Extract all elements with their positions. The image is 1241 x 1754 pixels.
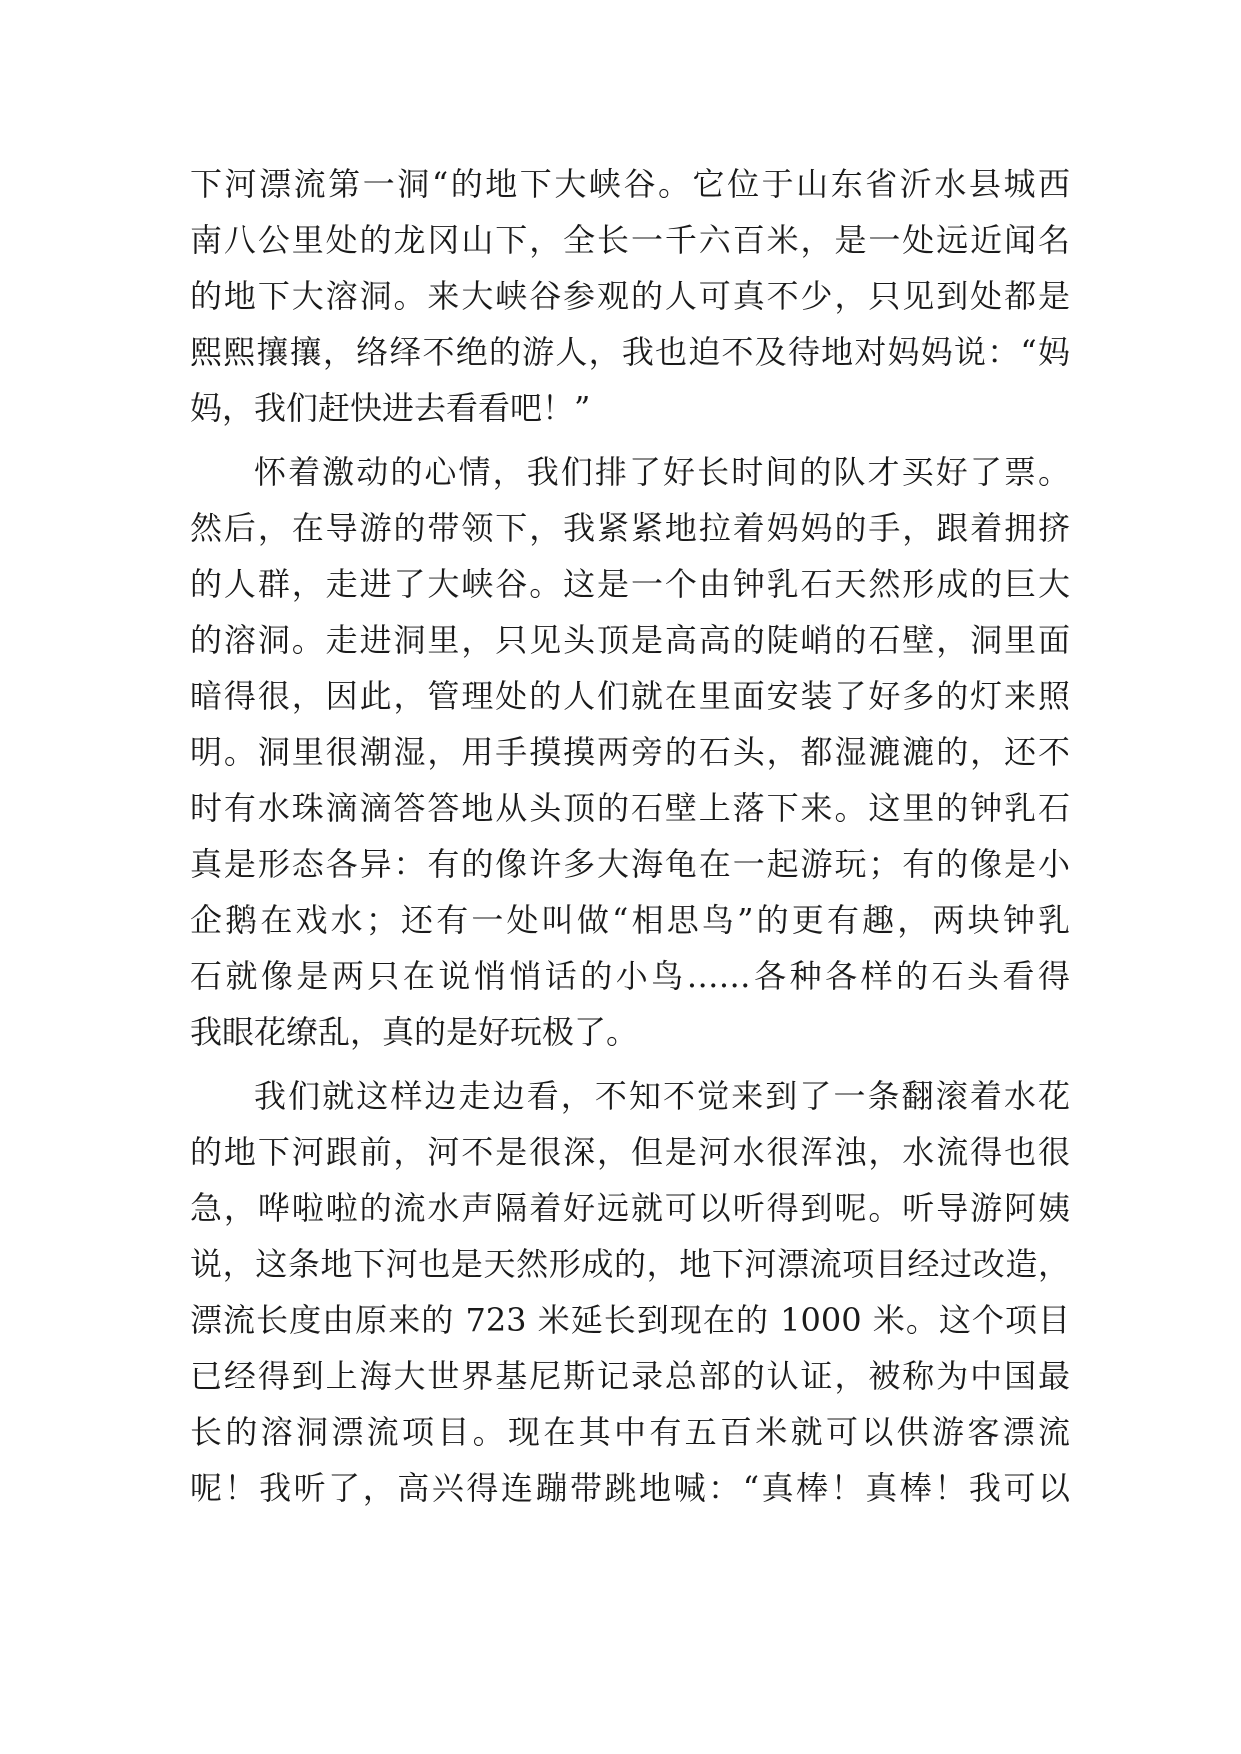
- paragraph: [190, 444, 1070, 1060]
- paragraph-gap: [190, 436, 1070, 444]
- paragraph-gap: [190, 1060, 1070, 1068]
- text-line: 石就像是两只在说悄悄话的小鸟……各种各样的石头看得: [190, 957, 1070, 995]
- text-line: 长的溶洞漂流项目。现在其中有五百米就可以供游客漂流: [190, 1413, 1070, 1451]
- essay-body: [190, 156, 1070, 1516]
- text-line: 时有水珠滴滴答答地从头顶的石壁上落下来。这里的钟乳石: [190, 789, 1070, 827]
- text-line: 呢！我听了，高兴得连蹦带跳地喊：“真棒！真棒！我可以: [190, 1469, 1070, 1507]
- text-line: 南八公里处的龙冈山下，全长一千六百米，是一处远近闻名: [190, 221, 1070, 259]
- text-line: 企鹅在戏水；还有一处叫做“相思鸟”的更有趣，两块钟乳: [190, 901, 1070, 939]
- text-line: 我们就这样边走边看，不知不觉来到了一条翻滚着水花: [254, 1077, 1070, 1115]
- text-line: 的地下河跟前，河不是很深，但是河水很浑浊，水流得也很: [190, 1133, 1070, 1171]
- text-line: 妈，我们赶快进去看看吧！”: [190, 389, 591, 427]
- text-line: 的人群，走进了大峡谷。这是一个由钟乳石天然形成的巨大: [190, 565, 1070, 603]
- text-line: 怀着激动的心情，我们排了好长时间的队才买好了票。: [254, 453, 1070, 491]
- text-line: 已经得到上海大世界基尼斯记录总部的认证，被称为中国最: [190, 1357, 1070, 1395]
- text-line: 的地下大溶洞。来大峡谷参观的人可真不少，只见到处都是: [190, 277, 1070, 315]
- text-line: 暗得很，因此，管理处的人们就在里面安装了好多的灯来照: [190, 677, 1070, 715]
- text-line: 下河漂流第一洞“的地下大峡谷。它位于山东省沂水县城西: [190, 165, 1070, 203]
- text-line: 熙熙攘攘，络绎不绝的游人，我也迫不及待地对妈妈说：“妈: [190, 333, 1070, 371]
- text-line: 我眼花缭乱，真的是好玩极了。: [190, 1013, 639, 1051]
- text-line: 的溶洞。走进洞里，只见头顶是高高的陡峭的石壁，洞里面: [190, 621, 1070, 659]
- text-line: 说，这条地下河也是天然形成的，地下河漂流项目经过改造，: [190, 1245, 1070, 1283]
- paragraph: [190, 1068, 1070, 1516]
- text-line: 漂流长度由原来的 723 米延长到现在的 1000 米。这个项目: [190, 1301, 1070, 1339]
- text-line: 然后，在导游的带领下，我紧紧地拉着妈妈的手，跟着拥挤: [190, 509, 1070, 547]
- paragraph: [190, 156, 1070, 436]
- text-line: 明。洞里很潮湿，用手摸摸两旁的石头，都湿漉漉的，还不: [190, 733, 1070, 771]
- text-line: 真是形态各异：有的像许多大海龟在一起游玩；有的像是小: [190, 845, 1070, 883]
- text-line: 急，哗啦啦的流水声隔着好远就可以听得到呢。听导游阿姨: [190, 1189, 1070, 1227]
